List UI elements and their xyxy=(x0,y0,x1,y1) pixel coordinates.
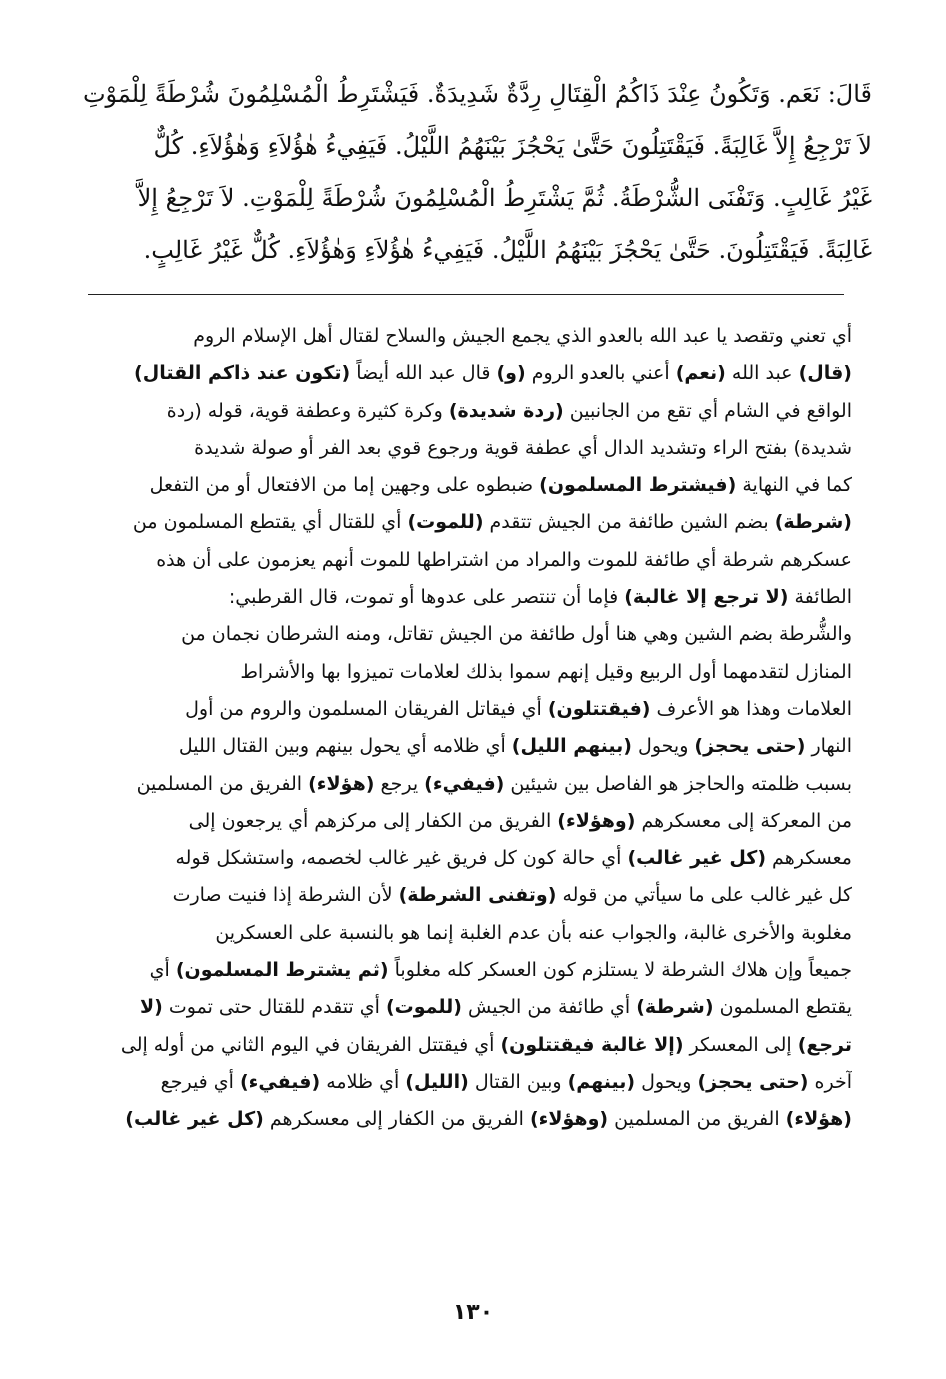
commentary-text: الفريق من الكفار إلى مركزهم أي يرجعون إلى xyxy=(188,809,558,832)
quoted-phrase: (كل غير غالب) xyxy=(627,847,767,870)
quoted-phrase: (فيقتتلون) xyxy=(547,697,651,720)
commentary-text: إلى المعسكر xyxy=(683,1033,798,1056)
hadith-text-block xyxy=(72,68,872,276)
commentary-text: معسكرهم xyxy=(766,847,852,870)
quoted-phrase: (شرطة) xyxy=(636,996,714,1019)
commentary-text: الفريق من الكفار إلى معسكرهم xyxy=(263,1108,530,1131)
commentary-text: النهار xyxy=(805,735,852,758)
quoted-phrase: (شرطة) xyxy=(774,511,852,534)
commentary-line xyxy=(82,915,852,952)
commentary-line xyxy=(82,728,852,765)
commentary-block xyxy=(82,318,852,1139)
commentary-line xyxy=(82,654,852,691)
quoted-phrase: (تكون عند ذاكم القتال) xyxy=(134,362,351,385)
commentary-line xyxy=(82,467,852,504)
commentary-text: جميعاً وإن هلاك الشرطة لا يستلزم كون العسكر كله مغلوباً xyxy=(388,959,852,982)
commentary-text: قال عبد الله أيضاً xyxy=(350,362,497,385)
commentary-line xyxy=(82,1101,852,1138)
quoted-phrase: (ثم يشترط المسلمون) xyxy=(175,959,389,982)
commentary-line xyxy=(82,504,852,541)
hadith-line: لاَ تَرْجِعُ إِلاَّ غَالِبَةً. فَيَقْتَتِلُونَ حَتَّىٰ يَحْجُزَ بَيْنَهُمُ اللَّيْلُ. فَيَفِيءُ هٰؤُلاَءِ وَهٰؤُلاَءِ. كُلٌّ xyxy=(153,132,872,160)
section-divider xyxy=(88,294,844,295)
commentary-text: فإما أن تنتصر على عدوها أو تموت، قال القرطبي: xyxy=(228,586,625,609)
quoted-phrase: ترجع) xyxy=(797,1033,852,1056)
commentary-line xyxy=(82,1027,852,1064)
commentary-text: أي فيقتتل الفريقان في اليوم الثاني من أوله إلى xyxy=(120,1033,501,1056)
commentary-line xyxy=(82,803,852,840)
quoted-phrase: (إلا غالبة فيقتتلون) xyxy=(500,1033,684,1056)
commentary-text: أي للقتال أي يقتطع المسلمون من xyxy=(132,511,408,534)
commentary-line xyxy=(82,393,852,430)
commentary-line xyxy=(82,318,852,355)
commentary-line xyxy=(82,1064,852,1101)
commentary-text: يرجع xyxy=(374,772,425,795)
commentary-line xyxy=(82,579,852,616)
quoted-phrase: (حتى يحجز) xyxy=(697,1070,809,1093)
quoted-phrase: (بينهم) xyxy=(567,1070,636,1093)
commentary-text: يقتطع المسلمون xyxy=(713,996,852,1019)
quoted-phrase: (و) xyxy=(496,362,526,385)
commentary-text: أي ظلامه أي يحول بينهم وبين القتال الليل xyxy=(178,735,512,758)
quoted-phrase: (ردة شديدة) xyxy=(448,399,564,422)
quoted-phrase: (فيفيء) xyxy=(240,1070,321,1093)
quoted-phrase: (فيشترط المسلمون) xyxy=(539,474,737,497)
commentary-text: عسكرهم شرطة أي طائفة للموت والمراد من اشتراطها للموت أنهم يعزمون على أن هذه xyxy=(156,548,852,571)
commentary-text: الواقع في الشام أي تقع من الجانبين xyxy=(563,399,852,422)
quoted-phrase: (لا xyxy=(140,996,163,1019)
commentary-text: الطائفة xyxy=(788,586,852,609)
commentary-text: أي ظلامه xyxy=(320,1070,406,1093)
commentary-text: أعني بالعدو الروم xyxy=(525,362,676,385)
commentary-text: بضم الشين طائفة من الجيش تتقدم xyxy=(483,511,775,534)
commentary-text: كما في النهاية xyxy=(736,474,852,497)
quoted-phrase: (وهؤلاء) xyxy=(529,1108,609,1131)
commentary-text: أي تتقدم للقتال حتى تموت xyxy=(162,996,386,1019)
commentary-text: آخره xyxy=(808,1070,852,1093)
quoted-phrase: (وهؤلاء) xyxy=(557,809,636,832)
quoted-phrase: (نعم) xyxy=(675,362,726,385)
commentary-text: الفريق من المسلمين xyxy=(608,1108,786,1131)
commentary-text: أي xyxy=(149,959,176,982)
page-number: ١٣٠ xyxy=(452,1300,494,1325)
commentary-text: لأن الشرطة إذا فنيت صارت xyxy=(172,884,399,907)
quoted-phrase: (قال) xyxy=(798,362,852,385)
commentary-text: المنازل لتقدمهما أول الربيع وقيل إنهم سموا بذلك لعلامات تميزوا بها والأشراط xyxy=(240,660,852,683)
quoted-phrase: (حتى يحجز) xyxy=(694,735,806,758)
quoted-phrase: (فيفيء) xyxy=(424,772,505,795)
quoted-phrase: (هؤلاء) xyxy=(308,772,375,795)
commentary-text: مغلوبة والأخرى غالبة، والجواب عنه بأن عدم الغلبة إنما هو بالنسبة على العسكرين xyxy=(215,921,852,944)
commentary-text: شديدة) بفتح الراء وتشديد الدال أي عطفة قوية ورجوع قوي بعد الفر أو صولة شديدة xyxy=(194,436,852,459)
commentary-text: ضبطوه على وجهين إما من الافتعال أو من التفعل xyxy=(149,474,540,497)
commentary-text: من المعركة إلى معسكرهم xyxy=(635,809,852,832)
quoted-phrase: (بينهم الليل) xyxy=(511,735,632,758)
hadith-line: غَيْرُ غَالِبٍ. وَتَفْنَى الشُّرْطَةُ. ثُمَّ يَشْتَرِطُ الْمُسْلِمُونَ شُرْطَةً لِلْمَوْتِ. لاَ تَرْجِعُ إِلاَّ xyxy=(137,184,872,212)
commentary-text: بسبب ظلمته والحاجز هو الفاصل بين شيئين xyxy=(504,772,852,795)
commentary-line xyxy=(82,430,852,467)
commentary-text: أي حالة كون كل فريق غير غالب لخصمه، واستشكل قوله xyxy=(175,847,628,870)
commentary-line xyxy=(82,952,852,989)
hadith-line: غَالِبَةً. فَيَقْتَتِلُونَ. حَتَّىٰ يَحْجُزَ بَيْنَهُمُ اللَّيْلُ. فَيَفِيءُ هٰؤُلاَءِ وَهٰؤُلاَءِ. كُلٌّ غَيْرُ غَالِبٍ. xyxy=(143,236,872,264)
commentary-text: والشُّرطة بضم الشين وهي هنا أول طائفة من الجيش تقاتل، ومنه الشرطان نجمان من xyxy=(181,623,852,646)
commentary-line xyxy=(82,616,852,653)
commentary-text: ويحول xyxy=(631,735,695,758)
quoted-phrase: (لا ترجع إلا غالبة) xyxy=(624,586,789,609)
commentary-line xyxy=(82,840,852,877)
commentary-line xyxy=(82,877,852,914)
commentary-text: أي طائفة من الجيش xyxy=(461,996,637,1019)
commentary-text: وكرة كثيرة وعطفة قوية، قوله (ردة xyxy=(166,399,449,422)
commentary-text: الفريق من المسلمين xyxy=(136,772,309,795)
hadith-line: قَالَ: نَعَم. وَتَكُونُ عِنْدَ ذَاكُمُ الْقِتَالِ رِدَّةٌ شَدِيدَةٌ. فَيَشْتَرِطُ الْمُسْلِمُونَ شُرْطَةً لِلْمَوْتِ xyxy=(82,80,872,108)
commentary-line xyxy=(82,989,852,1026)
quoted-phrase: (هؤلاء) xyxy=(785,1108,852,1131)
commentary-line xyxy=(82,691,852,728)
quoted-phrase: (للموت) xyxy=(407,511,484,534)
commentary-text: كل غير غالب على ما سيأتي من قوله xyxy=(556,884,852,907)
commentary-line xyxy=(82,542,852,579)
quoted-phrase: (الليل) xyxy=(405,1070,469,1093)
quoted-phrase: (للموت) xyxy=(385,996,462,1019)
commentary-line xyxy=(82,355,852,392)
commentary-line xyxy=(82,766,852,803)
commentary-text: أي تعني وتقصد يا عبد الله بالعدو الذي يجمع الجيش والسلاح لقتال أهل الإسلام الروم xyxy=(193,325,852,347)
quoted-phrase: (كل غير غالب) xyxy=(125,1108,264,1131)
commentary-text: عبد الله xyxy=(725,362,799,385)
commentary-text: أي فيقاتل الفريقان المسلمون والروم من أول xyxy=(185,697,548,720)
commentary-text: العلامات وهذا هو الأعرف xyxy=(650,697,852,720)
commentary-text: أي فيرجع xyxy=(160,1070,240,1093)
commentary-text: ويحول xyxy=(635,1070,698,1093)
quoted-phrase: (وتفنى الشرطة) xyxy=(398,884,557,907)
commentary-text: وبين القتال xyxy=(468,1070,568,1093)
hadith-paragraph xyxy=(72,68,872,276)
